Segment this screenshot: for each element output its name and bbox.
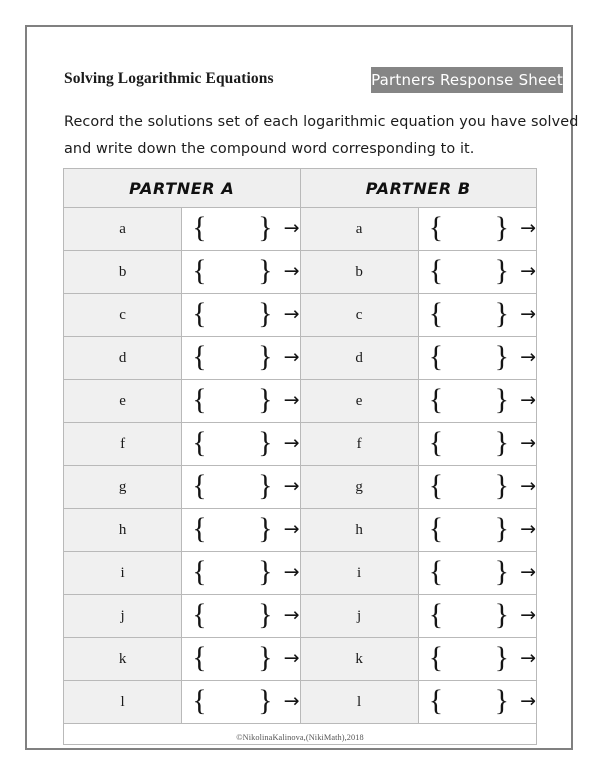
right-arrow-icon: → [283,646,300,669]
table-row [64,380,537,423]
right-arrow-icon: → [283,216,300,239]
row-label-a: i [64,552,182,595]
open-brace-glyph: { [428,641,444,674]
answer-cell-content [182,638,299,680]
page-border-frame [25,25,579,750]
row-label-a: a [64,208,182,251]
table-row [64,681,537,724]
answer-cell-content [182,251,299,293]
close-brace-glyph: } [258,254,273,287]
answer-cell-content [419,423,536,465]
right-arrow-icon: → [283,517,300,540]
close-brace-glyph: } [494,555,510,588]
open-brace-glyph: { [192,512,207,545]
answer-cell-content [419,380,536,422]
right-arrow-icon: → [520,689,536,712]
row-label-b: d [300,337,418,380]
open-brace-glyph: { [192,340,207,373]
close-brace-glyph: } [494,512,510,545]
row-label-b: g [300,466,418,509]
open-brace-glyph: { [428,297,444,330]
table-row [64,552,537,595]
answer-cell-b[interactable] [418,509,536,552]
right-arrow-icon: → [283,603,300,626]
answer-cell-a[interactable] [182,380,300,423]
right-arrow-icon: → [520,603,536,626]
page-title: Solving Logarithmic Equations [64,70,274,87]
answer-cell-a[interactable] [182,638,300,681]
answer-cell-content [419,337,536,379]
close-brace-glyph: } [494,469,510,502]
open-brace-glyph: { [192,211,207,244]
answer-cell-content [419,294,536,336]
close-brace-glyph: } [258,297,273,330]
row-label-a: j [64,595,182,638]
answer-cell-b[interactable] [418,208,536,251]
open-brace-glyph: { [428,512,444,545]
answer-cell-content [419,208,536,250]
open-brace-glyph: { [192,297,207,330]
close-brace-glyph: } [494,254,510,287]
answer-cell-content [419,681,536,723]
answer-cell-a[interactable] [182,337,300,380]
answer-cell-b[interactable] [418,337,536,380]
answer-cell-a[interactable] [182,552,300,595]
table-row [64,337,537,380]
answer-cell-a[interactable] [182,423,300,466]
instructions-text [64,109,579,163]
row-label-a: d [64,337,182,380]
row-label-b: b [300,251,418,294]
open-brace-glyph: { [428,211,444,244]
answer-cell-content [419,251,536,293]
right-arrow-icon: → [283,560,300,583]
close-brace-glyph: } [258,383,273,416]
right-arrow-icon: → [520,517,536,540]
row-label-b: c [300,294,418,337]
answer-cell-b[interactable] [418,294,536,337]
response-sheet-badge-label: Partners Response Sheet [371,71,563,89]
answer-cell-b[interactable] [418,552,536,595]
answer-cell-b[interactable] [418,466,536,509]
right-arrow-icon: → [520,474,536,497]
open-brace-glyph: { [192,598,207,631]
right-arrow-icon: → [283,689,300,712]
right-arrow-icon: → [520,431,536,454]
row-label-a: b [64,251,182,294]
table-footer-row [64,724,537,745]
table-row [64,466,537,509]
instructions-line-1: Record the solutions set of each logarithmic equation you have solved [64,114,579,130]
copyright-cell [64,724,537,745]
answer-cell-content [182,509,299,551]
close-brace-glyph: } [494,684,510,717]
answer-cell-b[interactable] [418,380,536,423]
table-row [64,208,537,251]
right-arrow-icon: → [520,560,536,583]
answer-cell-b[interactable] [418,251,536,294]
row-label-b: l [300,681,418,724]
row-label-a: g [64,466,182,509]
answer-cell-content [182,552,299,594]
close-brace-glyph: } [258,598,273,631]
close-brace-glyph: } [258,555,273,588]
close-brace-glyph: } [258,512,273,545]
response-sheet-badge [371,67,563,93]
open-brace-glyph: { [428,383,444,416]
right-arrow-icon: → [520,259,536,282]
answer-cell-content [419,466,536,508]
answer-cell-content [182,294,299,336]
answer-cell-content [419,638,536,680]
answer-cell-a[interactable] [182,466,300,509]
right-arrow-icon: → [283,259,300,282]
row-label-a: l [64,681,182,724]
right-arrow-icon: → [520,216,536,239]
answer-cell-content [419,552,536,594]
row-label-b: e [300,380,418,423]
right-arrow-icon: → [520,388,536,411]
open-brace-glyph: { [428,555,444,588]
answer-cell-a[interactable] [182,595,300,638]
open-brace-glyph: { [192,684,207,717]
row-label-b: a [300,208,418,251]
answer-cell-b[interactable] [418,638,536,681]
answer-cell-a[interactable] [182,294,300,337]
table-row [64,251,537,294]
open-brace-glyph: { [192,469,207,502]
open-brace-glyph: { [192,383,207,416]
right-arrow-icon: → [283,345,300,368]
table-row [64,595,537,638]
right-arrow-icon: → [283,431,300,454]
close-brace-glyph: } [258,684,273,717]
table-row [64,423,537,466]
right-arrow-icon: → [520,646,536,669]
answer-cell-a[interactable] [182,681,300,724]
close-brace-glyph: } [494,340,510,373]
table-row [64,294,537,337]
row-label-b: j [300,595,418,638]
row-label-a: e [64,380,182,423]
close-brace-glyph: } [258,641,273,674]
open-brace-glyph: { [428,684,444,717]
open-brace-glyph: { [192,426,207,459]
copyright-text: ©NikolinaKalinova,(NikiMath),2018 [236,732,364,742]
answer-cell-a[interactable] [182,509,300,552]
answer-cell-a[interactable] [182,251,300,294]
instructions-line-2: and write down the compound word corresponding to it. [64,141,475,157]
row-label-a: c [64,294,182,337]
right-arrow-icon: → [520,345,536,368]
close-brace-glyph: } [258,211,273,244]
answer-cell-content [182,380,299,422]
answer-cell-b[interactable] [418,423,536,466]
open-brace-glyph: { [428,254,444,287]
close-brace-glyph: } [258,340,273,373]
close-brace-glyph: } [494,641,510,674]
answer-cell-content [182,681,299,723]
row-label-a: k [64,638,182,681]
close-brace-glyph: } [494,211,510,244]
row-label-b: h [300,509,418,552]
answer-cell-b[interactable] [418,595,536,638]
close-brace-glyph: } [258,469,273,502]
partners-response-table [63,168,537,745]
open-brace-glyph: { [428,598,444,631]
table-row [64,638,537,681]
open-brace-glyph: { [192,555,207,588]
answer-cell-content [182,595,299,637]
open-brace-glyph: { [192,641,207,674]
right-arrow-icon: → [283,474,300,497]
answer-cell-content [182,466,299,508]
answer-cell-b[interactable] [418,681,536,724]
right-arrow-icon: → [283,388,300,411]
open-brace-glyph: { [192,254,207,287]
close-brace-glyph: } [494,383,510,416]
row-label-b: k [300,638,418,681]
close-brace-glyph: } [494,426,510,459]
worksheet-header [64,67,576,101]
row-label-b: f [300,423,418,466]
answer-cell-content [419,595,536,637]
answer-cell-content [182,208,299,250]
open-brace-glyph: { [428,469,444,502]
answer-cell-content [182,423,299,465]
answer-cell-a[interactable] [182,208,300,251]
row-label-a: h [64,509,182,552]
close-brace-glyph: } [494,297,510,330]
right-arrow-icon: → [283,302,300,325]
row-label-b: i [300,552,418,595]
open-brace-glyph: { [428,340,444,373]
answer-cell-content [182,337,299,379]
header-partner-a: PARTNER A [64,169,301,208]
right-arrow-icon: → [520,302,536,325]
open-brace-glyph: { [428,426,444,459]
row-label-a: f [64,423,182,466]
table-header-row [64,169,537,208]
close-brace-glyph: } [494,598,510,631]
answer-cell-content [419,509,536,551]
header-partner-b: PARTNER B [300,169,537,208]
table-row [64,509,537,552]
close-brace-glyph: } [258,426,273,459]
